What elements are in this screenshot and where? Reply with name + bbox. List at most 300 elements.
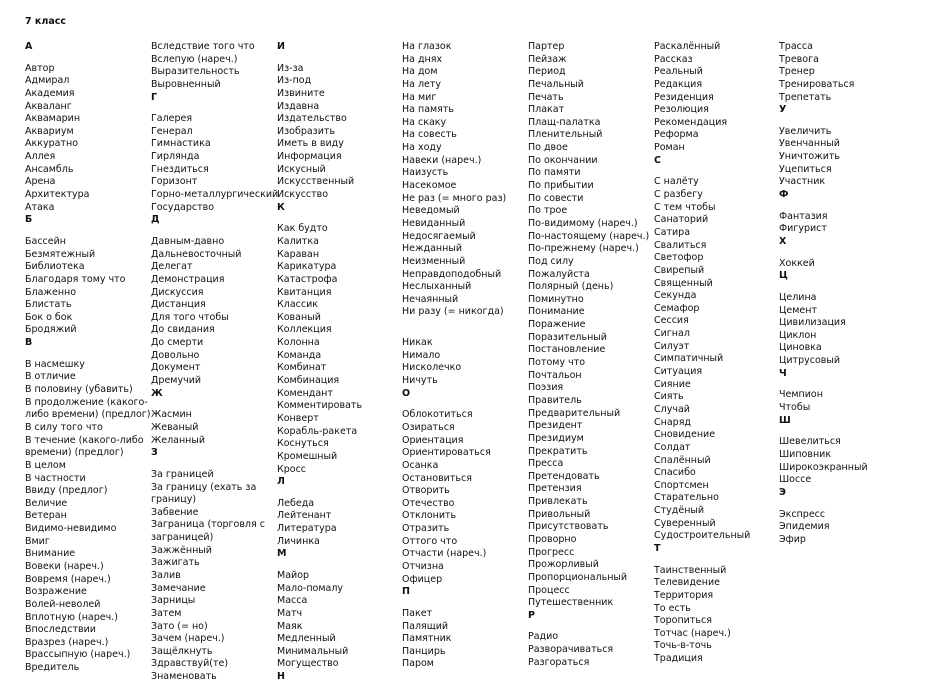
word-entry: Прекратить (528, 445, 588, 457)
word-entry: Мало-помалу (277, 582, 344, 594)
word-entry: Ориентация (402, 434, 464, 446)
word-entry: Сновидение (654, 429, 716, 441)
spacer (151, 104, 277, 113)
word-entry: Роман (654, 142, 685, 154)
word-entry: Суверенный (654, 517, 716, 529)
word-entry: Облокотиться (402, 409, 473, 421)
word-entry: Рассказ (654, 53, 693, 65)
word-entry: Врассыпную (нареч.) (25, 649, 131, 661)
word-entry: Адмирал (25, 75, 70, 87)
word-entry: Отразить (402, 523, 450, 535)
word-entry: Генерал (151, 125, 193, 137)
word-entry: По трое (528, 205, 568, 217)
word-entry: Целина (779, 291, 817, 303)
spacer (779, 427, 905, 436)
spacer (779, 283, 905, 292)
word-entry: Президиум (528, 432, 584, 444)
word-entry: Горно-металлургический (151, 189, 279, 201)
word-entry: Аккуратно (25, 138, 79, 150)
word-entry: Остановиться (402, 472, 472, 484)
word-entry: Библиотека (25, 261, 85, 273)
word-entry: времени) (предлог) (25, 447, 124, 459)
spacer (779, 202, 905, 211)
word-entry: Тревога (779, 53, 819, 65)
word-entry: Защёлкнуть (151, 645, 213, 657)
word-entry: Уцепиться (779, 163, 832, 175)
word-entry: В продолжение (какого- (25, 396, 148, 408)
word-column-6 (654, 41, 780, 666)
word-entry: До смерти (151, 337, 204, 349)
letter-heading: Т (654, 542, 661, 554)
word-entry: Масса (277, 595, 308, 607)
word-entry: Дремучий (151, 375, 202, 387)
word-entry: Видимо-невидимо (25, 523, 117, 535)
word-entry: Сессия (654, 315, 689, 327)
letter-heading: Ф (779, 189, 789, 201)
word-entry: Медленный (277, 633, 336, 645)
word-entry: Нечаянный (402, 293, 459, 305)
word-entry: Палящий (402, 620, 449, 632)
word-entry: Майор (277, 569, 310, 581)
word-entry: Вплотную (нареч.) (25, 611, 118, 623)
word-entry: Правитель (528, 394, 582, 406)
word-entry: За границей (151, 468, 214, 480)
word-entry: Трасса (779, 41, 813, 52)
word-entry: Искусственный (277, 176, 355, 188)
word-entry: Резиденция (654, 91, 714, 103)
spacer (151, 227, 277, 236)
letter-heading: Ч (779, 367, 787, 379)
word-entry: Печальный (528, 78, 584, 90)
word-entry: Кованый (277, 311, 321, 323)
word-entry: Затем (151, 607, 182, 619)
word-entry: С налёту (654, 176, 699, 188)
word-entry: По-прежнему (нареч.) (528, 243, 639, 255)
word-entry: По совести (528, 192, 584, 204)
word-entry: Здравствуй(те) (151, 658, 229, 670)
letter-heading: З (151, 447, 158, 459)
word-entry: Фантазия (779, 210, 828, 222)
word-entry: Колонна (277, 337, 320, 349)
word-entry: Акваланг (25, 100, 72, 112)
word-entry: Вслепую (нареч.) (151, 53, 238, 65)
word-entry: Осанка (402, 459, 439, 471)
word-entry: Претендовать (528, 470, 600, 482)
word-entry: Невиданный (402, 217, 466, 229)
word-entry: Секунда (654, 290, 697, 302)
spacer (151, 400, 277, 409)
word-entry: За границу (ехать за (151, 481, 257, 493)
word-entry: Зачем (нареч.) (151, 633, 225, 645)
word-entry: Комментировать (277, 400, 363, 412)
word-entry: Зарницы (151, 595, 196, 607)
word-entry: В отличие (25, 371, 76, 383)
letter-heading: У (779, 104, 787, 116)
word-entry: Довольно (151, 349, 200, 361)
word-entry: Период (528, 66, 566, 78)
word-entry: Уничтожить (779, 151, 840, 163)
word-entry: Издательство (277, 113, 347, 125)
word-entry: Ориентироваться (402, 447, 491, 459)
word-entry: Студёный (654, 505, 705, 517)
word-entry: Отечество (402, 497, 455, 509)
word-entry: Ситуация (654, 366, 703, 378)
word-entry: В половину (убавить) (25, 384, 133, 396)
letter-heading: Н (277, 671, 285, 683)
word-entry: Академия (25, 87, 75, 99)
word-entry: Для того чтобы (151, 311, 229, 323)
word-entry: границу) (151, 494, 197, 506)
word-entry: Привольный (528, 508, 591, 520)
word-entry: На ходу (402, 142, 442, 154)
word-entry: Пейзаж (528, 53, 567, 65)
word-entry: Памятник (402, 633, 452, 645)
word-entry: Возражение (25, 586, 87, 598)
word-entry: Калитка (277, 235, 319, 247)
word-entry: Катастрофа (277, 273, 338, 285)
word-entry: Зажжённый (151, 544, 212, 556)
word-entry: Демонстрация (151, 273, 225, 285)
word-entry: Телевидение (654, 577, 720, 589)
word-entry: Документ (151, 362, 201, 374)
word-entry: Гирлянда (151, 151, 200, 163)
word-entry: Ничуть (402, 375, 438, 387)
word-entry: Безмятежный (25, 248, 96, 260)
word-entry: Волей-неволей (25, 598, 101, 610)
word-entry: На память (402, 104, 455, 116)
word-entry: Нежданный (402, 243, 463, 255)
word-entry: Комбинация (277, 375, 340, 387)
word-entry: Постановление (528, 344, 606, 356)
word-entry: В силу того что (25, 421, 103, 433)
word-entry: Кромешный (277, 450, 338, 462)
word-entry: Симпатичный (654, 353, 724, 365)
word-entry: На совесть (402, 129, 457, 141)
word-entry: Ансамбль (25, 163, 74, 175)
word-entry: Насекомое (402, 180, 457, 192)
word-entry: Бассейн (25, 235, 67, 247)
word-entry: Заграница (торговля с (151, 519, 265, 531)
word-entry: Разгораться (528, 656, 590, 668)
word-entry: На скаку (402, 116, 447, 128)
word-entry: Лебеда (277, 497, 315, 509)
letter-heading: И (277, 41, 285, 52)
word-entry: Карикатура (277, 261, 337, 273)
word-entry: Лейтенант (277, 510, 332, 522)
letter-heading: Ш (779, 414, 791, 426)
word-entry: Широкоэкранный (779, 461, 868, 473)
word-column-2 (151, 41, 277, 684)
word-entry: Изобразить (277, 125, 336, 137)
letter-heading: О (402, 387, 411, 399)
word-entry: Величие (25, 497, 68, 509)
word-entry: Санаторий (654, 214, 709, 226)
word-entry: Тренер (779, 66, 815, 78)
spacer (779, 500, 905, 509)
word-entry: Поэзия (528, 382, 564, 394)
word-entry: Из-под (277, 75, 312, 87)
word-entry: Паром (402, 658, 434, 670)
word-entry: Информация (277, 151, 342, 163)
word-entry: Аллея (25, 151, 56, 163)
word-entry: То есть (654, 602, 691, 614)
word-entry: Навеки (нареч.) (402, 154, 482, 166)
word-entry: Проворно (528, 533, 577, 545)
word-entry: Спасибо (654, 467, 696, 479)
word-entry: Спортсмен (654, 479, 709, 491)
word-entry: Пожалуйста (528, 268, 590, 280)
word-entry: Жасмин (151, 409, 192, 421)
spacer (528, 622, 654, 631)
word-entry: Классик (277, 299, 318, 311)
spacer (277, 489, 403, 498)
word-entry: Циновка (779, 342, 822, 354)
word-entry: Автор (25, 62, 55, 74)
word-entry: Партер (528, 41, 565, 52)
word-entry: Знаменовать (151, 671, 217, 683)
word-entry: Литература (277, 523, 337, 535)
word-entry: заграницей) (151, 532, 214, 544)
word-entry: Неправдоподобный (402, 268, 502, 280)
word-entry: Торопиться (654, 615, 712, 627)
word-entry: В целом (25, 459, 66, 471)
word-entry: Могущество (277, 658, 339, 670)
word-entry: До свидания (151, 324, 215, 336)
word-entry: Нимало (402, 349, 441, 361)
word-entry: На днях (402, 53, 443, 65)
word-entry: Цитрусовый (779, 355, 841, 367)
word-entry: Эфир (779, 533, 806, 545)
spacer (779, 117, 905, 126)
word-entry: Чемпион (779, 389, 823, 401)
word-entry: Увеличить (779, 125, 832, 137)
word-entry: Отворить (402, 485, 450, 497)
spacer (277, 561, 403, 570)
word-entry: Ввиду (предлог) (25, 485, 108, 497)
word-entry: По-настоящему (нареч.) (528, 230, 650, 242)
word-entry: Дискуссия (151, 286, 204, 298)
word-entry: Бродяжий (25, 324, 77, 336)
word-entry: Чтобы (779, 402, 811, 414)
word-entry: Предварительный (528, 407, 621, 419)
word-entry: Ни разу (= никогда) (402, 306, 504, 318)
word-entry: Старательно (654, 492, 719, 504)
word-entry: Отклонить (402, 510, 457, 522)
word-entry: Гимнастика (151, 138, 211, 150)
word-entry: Иметь в виду (277, 138, 344, 150)
word-entry: Залив (151, 569, 181, 581)
letter-heading: Г (151, 91, 158, 103)
word-entry: Силуэт (654, 340, 690, 352)
word-entry: Точь-в-точь (654, 640, 712, 652)
word-entry: Пропорциональный (528, 571, 628, 583)
spacer (277, 214, 403, 223)
word-entry: Дистанция (151, 299, 206, 311)
word-entry: Вовеки (нареч.) (25, 560, 104, 572)
word-entry: Блистать (25, 299, 72, 311)
letter-heading: Д (151, 214, 160, 226)
word-entry: Оттого что (402, 535, 458, 547)
word-entry: Офицер (402, 573, 443, 585)
word-entry: Издавна (277, 100, 320, 112)
word-entry: Прожорливый (528, 559, 599, 571)
word-entry: Привлекать (528, 496, 588, 508)
word-entry: Увенчанный (779, 138, 840, 150)
letter-heading: К (277, 201, 285, 213)
word-entry: Наизусть (402, 167, 449, 179)
word-entry: Аквамарин (25, 113, 81, 125)
word-entry: По-видимому (нареч.) (528, 217, 638, 229)
word-entry: По памяти (528, 167, 581, 179)
word-entry: Зато (= но) (151, 620, 208, 632)
word-entry: Печать (528, 91, 564, 103)
word-column-3 (277, 41, 403, 684)
spacer (779, 380, 905, 389)
spacer (25, 350, 151, 359)
word-entry: Комендант (277, 387, 333, 399)
word-entry: Корабль-ракета (277, 425, 358, 437)
word-entry: С разбегу (654, 189, 703, 201)
word-entry: Традиция (654, 653, 703, 665)
word-entry: Солдат (654, 441, 691, 453)
letter-heading: Э (779, 486, 786, 498)
word-entry: Отчасти (нареч.) (402, 548, 487, 560)
word-entry: Искусный (277, 163, 326, 175)
word-entry: Неслыханный (402, 281, 472, 293)
word-column-1 (25, 41, 151, 675)
word-entry: Панцирь (402, 645, 446, 657)
word-entry: Путешественник (528, 597, 614, 609)
word-entry: Шоссе (779, 474, 812, 486)
spacer (654, 556, 780, 565)
letter-heading: С (654, 154, 661, 166)
word-entry: Реформа (654, 129, 699, 141)
word-entry: Цивилизация (779, 317, 846, 329)
word-entry: Поминутно (528, 293, 584, 305)
word-entry: Разворачиваться (528, 644, 614, 656)
word-entry: Спалённый (654, 454, 711, 466)
word-entry: Матч (277, 607, 303, 619)
word-entry: Президент (528, 420, 583, 432)
spacer (654, 167, 780, 176)
spacer (277, 54, 403, 63)
word-entry: Бок о бок (25, 311, 73, 323)
letter-heading: Л (277, 476, 285, 488)
word-entry: Коллекция (277, 324, 332, 336)
word-entry: Почтальон (528, 369, 582, 381)
word-entry: Квитанция (277, 286, 332, 298)
word-entry: Делегат (151, 261, 193, 273)
word-entry: Пакет (402, 607, 433, 619)
word-entry: Дальневосточный (151, 248, 242, 260)
word-entry: Жеваный (151, 421, 199, 433)
spacer (779, 249, 905, 258)
word-entry: Редакция (654, 78, 703, 90)
word-entry: Аквариум (25, 125, 74, 137)
word-entry: Выразительность (151, 66, 240, 78)
word-entry: Циклон (779, 329, 817, 341)
word-entry: Светофор (654, 252, 704, 264)
word-entry: Раскалённый (654, 41, 721, 52)
letter-heading: Р (528, 609, 535, 621)
word-entry: Таинственный (654, 564, 727, 576)
word-entry: Поразительный (528, 331, 607, 343)
word-entry: Процесс (528, 584, 570, 596)
word-entry: Участник (779, 176, 826, 188)
spacer (402, 400, 528, 409)
word-entry: Фигурист (779, 223, 827, 235)
word-entry: либо времени) (предлог) (25, 409, 151, 421)
word-entry: Хоккей (779, 257, 815, 269)
word-entry: В течение (какого-либо (25, 434, 144, 446)
word-entry: Поражение (528, 319, 586, 331)
word-entry: Реальный (654, 66, 703, 78)
word-entry: Резолюция (654, 104, 709, 116)
spacer (402, 599, 528, 608)
word-entry: Зажигать (151, 557, 200, 569)
word-entry: Впоследствии (25, 624, 96, 636)
word-column-5 (528, 41, 654, 669)
word-entry: Экспресс (779, 508, 826, 520)
letter-heading: В (25, 337, 33, 349)
word-entry: Маяк (277, 620, 303, 632)
word-entry: Архитектура (25, 189, 90, 201)
word-entry: Плакат (528, 104, 565, 116)
word-entry: Потому что (528, 357, 586, 369)
word-entry: Галерея (151, 113, 193, 125)
word-entry: Конверт (277, 412, 319, 424)
word-entry: Государство (151, 201, 215, 213)
word-entry: Неведомый (402, 205, 460, 217)
word-column-7 (779, 41, 905, 546)
word-entry: Вмиг (25, 535, 50, 547)
page-title: 7 класс (25, 16, 66, 27)
word-entry: Из-за (277, 62, 304, 74)
word-entry: Не раз (= много раз) (402, 192, 507, 204)
word-entry: Судостроительный (654, 530, 751, 542)
word-entry: На глазок (402, 41, 452, 52)
word-entry: Как будто (277, 223, 328, 235)
word-entry: Ветеран (25, 510, 67, 522)
word-entry: Полярный (день) (528, 281, 614, 293)
word-entry: Под силу (528, 255, 574, 267)
word-entry: Нисколечко (402, 362, 462, 374)
word-entry: Снаряд (654, 416, 691, 428)
word-entry: Неизменный (402, 255, 466, 267)
word-entry: Гнездиться (151, 163, 209, 175)
word-entry: В насмешку (25, 358, 85, 370)
word-entry: Тотчас (нареч.) (654, 627, 731, 639)
word-entry: Шиповник (779, 448, 832, 460)
word-entry: Вредитель (25, 662, 80, 674)
word-entry: Кросс (277, 463, 307, 475)
word-entry: С тем чтобы (654, 201, 716, 213)
word-entry: Семафор (654, 302, 700, 314)
word-entry: В частности (25, 472, 86, 484)
word-entry: Искусство (277, 189, 329, 201)
word-entry: На лету (402, 78, 442, 90)
word-entry: Присутствовать (528, 521, 609, 533)
word-entry: Озираться (402, 421, 455, 433)
word-entry: Территория (654, 589, 714, 601)
word-entry: Сатира (654, 226, 691, 238)
word-entry: Атака (25, 201, 55, 213)
word-entry: Забвение (151, 506, 199, 518)
letter-heading: Б (25, 214, 33, 226)
word-entry: Тренироваться (779, 78, 855, 90)
word-entry: Вследствие того что (151, 41, 255, 52)
word-entry: Пленительный (528, 129, 603, 141)
